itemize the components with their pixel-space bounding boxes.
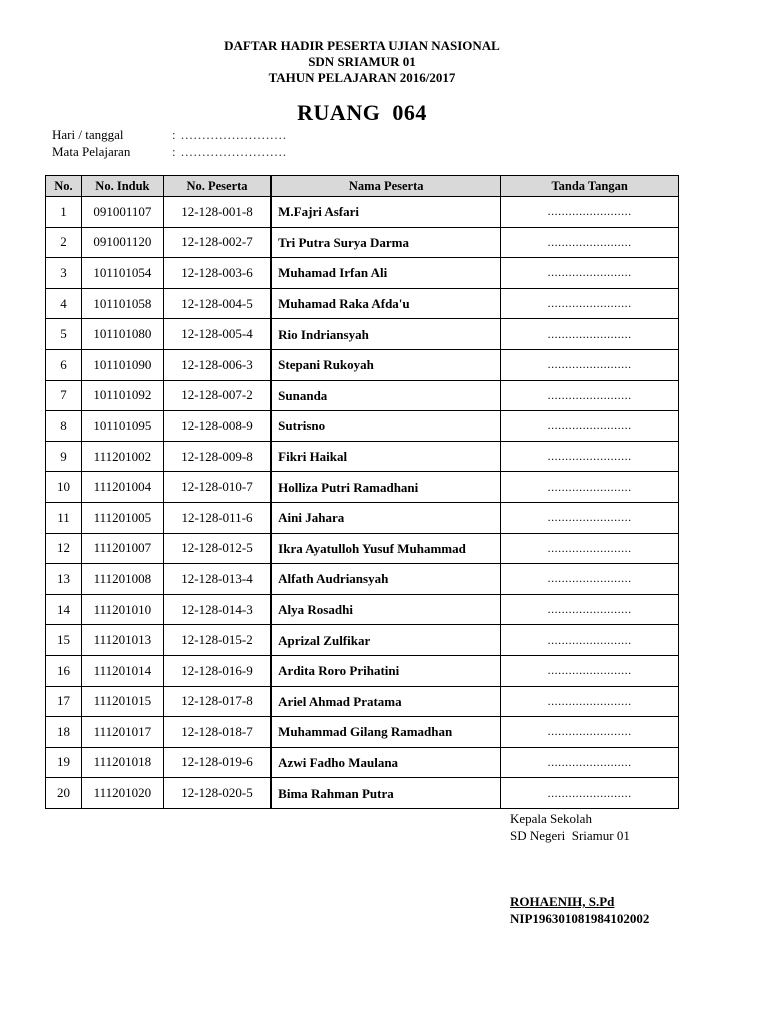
signature-name: ROHAENIH, S.Pd [510,894,615,909]
cell-tanda-tangan: ........................ [501,380,679,411]
cell-peserta: 12-128-007-2 [163,380,271,411]
cell-nama: Azwi Fadho Maulana [271,747,501,778]
cell-tanda-tangan: ........................ [501,533,679,564]
signature-school: SD Negeri Sriamur 01 [510,828,630,843]
room-title: RUANG 064 [297,100,427,125]
table-row [46,564,679,595]
cell-induk: 101101054 [81,258,163,289]
table-row [46,686,679,717]
subject-label: Mata Pelajaran [52,144,131,159]
cell-tanda-tangan: ........................ [501,288,679,319]
cell-induk: 111201008 [81,564,163,595]
cell-nama: Aini Jahara [271,502,501,533]
cell-peserta: 12-128-011-6 [163,502,271,533]
cell-peserta: 12-128-004-5 [163,288,271,319]
signature-role: Kepala Sekolah [510,811,592,826]
cell-nama: Muhammad Gilang Ramadhan [271,717,501,748]
document-header [0,38,724,86]
cell-peserta: 12-128-008-9 [163,411,271,442]
cell-nama: Ariel Ahmad Pratama [271,686,501,717]
cell-no: 2 [46,227,82,258]
cell-tanda-tangan: ........................ [501,594,679,625]
cell-no: 20 [46,778,82,809]
cell-tanda-tangan: ........................ [501,564,679,595]
cell-peserta: 12-128-013-4 [163,564,271,595]
cell-induk: 111201014 [81,655,163,686]
cell-no: 11 [46,502,82,533]
table-row [46,533,679,564]
cell-peserta: 12-128-006-3 [163,349,271,380]
cell-nama: Muhamad Raka Afda'u [271,288,501,319]
header-title: DAFTAR HADIR PESERTA UJIAN NASIONAL [224,38,500,53]
cell-tanda-tangan: ........................ [501,197,679,228]
table-row [46,747,679,778]
cell-peserta: 12-128-010-7 [163,472,271,503]
cell-nama: Alya Rosadhi [271,594,501,625]
header-no: No. [46,176,82,197]
cell-tanda-tangan: ........................ [501,747,679,778]
cell-no: 7 [46,380,82,411]
table-row [46,655,679,686]
cell-induk: 101101092 [81,380,163,411]
cell-peserta: 12-128-012-5 [163,533,271,564]
signature-nip: NIP196301081984102002 [510,911,650,926]
cell-tanda-tangan: ........................ [501,227,679,258]
cell-induk: 111201015 [81,686,163,717]
cell-no: 1 [46,197,82,228]
cell-no: 19 [46,747,82,778]
cell-nama: Alfath Audriansyah [271,564,501,595]
cell-no: 17 [46,686,82,717]
table-row [46,380,679,411]
cell-no: 16 [46,655,82,686]
cell-peserta: 12-128-005-4 [163,319,271,350]
cell-peserta: 12-128-016-9 [163,655,271,686]
cell-nama: Tri Putra Surya Darma [271,227,501,258]
cell-induk: 091001107 [81,197,163,228]
cell-peserta: 12-128-001-8 [163,197,271,228]
cell-peserta: 12-128-015-2 [163,625,271,656]
cell-peserta: 12-128-018-7 [163,717,271,748]
cell-no: 9 [46,441,82,472]
cell-nama: Rio Indriansyah [271,319,501,350]
table-row [46,288,679,319]
table-row [46,197,679,228]
day-date-value: : ......................... [172,127,288,142]
cell-peserta: 12-128-002-7 [163,227,271,258]
cell-induk: 111201004 [81,472,163,503]
table-row [46,349,679,380]
cell-induk: 111201018 [81,747,163,778]
table-row [46,258,679,289]
cell-nama: Holliza Putri Ramadhani [271,472,501,503]
cell-no: 8 [46,411,82,442]
day-date-label: Hari / tanggal [52,127,124,142]
cell-nama: Aprizal Zulfikar [271,625,501,656]
cell-peserta: 12-128-017-8 [163,686,271,717]
table-row [46,319,679,350]
cell-induk: 111201013 [81,625,163,656]
cell-no: 5 [46,319,82,350]
cell-tanda-tangan: ........................ [501,349,679,380]
table-header-row [46,176,679,197]
cell-peserta: 12-128-009-8 [163,441,271,472]
day-date-row [52,127,287,143]
header-tanda-tangan: Tanda Tangan [501,176,679,197]
cell-induk: 111201010 [81,594,163,625]
signature-name-block [510,893,649,927]
table-row [46,441,679,472]
cell-tanda-tangan: ........................ [501,778,679,809]
cell-nama: Bima Rahman Putra [271,778,501,809]
cell-nama: Muhamad Irfan Ali [271,258,501,289]
cell-no: 4 [46,288,82,319]
cell-induk: 091001120 [81,227,163,258]
header-year: TAHUN PELAJARAN 2016/2017 [268,70,456,85]
cell-peserta: 12-128-003-6 [163,258,271,289]
header-nama: Nama Peserta [271,176,501,197]
cell-induk: 111201017 [81,717,163,748]
table-row [46,411,679,442]
cell-nama: Ardita Roro Prihatini [271,655,501,686]
table-row [46,472,679,503]
cell-tanda-tangan: ........................ [501,502,679,533]
table-row [46,625,679,656]
signature-block [510,810,630,844]
cell-tanda-tangan: ........................ [501,411,679,442]
cell-tanda-tangan: ........................ [501,258,679,289]
cell-tanda-tangan: ........................ [501,686,679,717]
cell-no: 15 [46,625,82,656]
cell-nama: Sutrisno [271,411,501,442]
table-row [46,227,679,258]
cell-induk: 101101058 [81,288,163,319]
attendance-table [45,175,679,809]
table-row [46,717,679,748]
cell-no: 18 [46,717,82,748]
table-row [46,502,679,533]
cell-no: 3 [46,258,82,289]
cell-tanda-tangan: ........................ [501,472,679,503]
cell-tanda-tangan: ........................ [501,319,679,350]
cell-induk: 101101090 [81,349,163,380]
cell-tanda-tangan: ........................ [501,655,679,686]
cell-nama: Fikri Haikal [271,441,501,472]
subject-row [52,144,287,160]
header-induk: No. Induk [81,176,163,197]
cell-no: 12 [46,533,82,564]
cell-no: 10 [46,472,82,503]
cell-nama: M.Fajri Asfari [271,197,501,228]
cell-tanda-tangan: ........................ [501,441,679,472]
cell-nama: Sunanda [271,380,501,411]
cell-tanda-tangan: ........................ [501,625,679,656]
header-peserta: No. Peserta [163,176,271,197]
cell-induk: 111201007 [81,533,163,564]
cell-induk: 101101080 [81,319,163,350]
cell-nama: Ikra Ayatulloh Yusuf Muhammad [271,533,501,564]
cell-no: 13 [46,564,82,595]
cell-peserta: 12-128-020-5 [163,778,271,809]
cell-peserta: 12-128-014-3 [163,594,271,625]
table-row [46,594,679,625]
cell-nama: Stepani Rukoyah [271,349,501,380]
cell-no: 14 [46,594,82,625]
cell-peserta: 12-128-019-6 [163,747,271,778]
header-school: SDN SRIAMUR 01 [308,54,416,69]
cell-induk: 111201005 [81,502,163,533]
cell-induk: 111201020 [81,778,163,809]
cell-tanda-tangan: ........................ [501,717,679,748]
cell-no: 6 [46,349,82,380]
table-row [46,778,679,809]
cell-induk: 101101095 [81,411,163,442]
cell-induk: 111201002 [81,441,163,472]
subject-value: : ......................... [172,144,288,159]
